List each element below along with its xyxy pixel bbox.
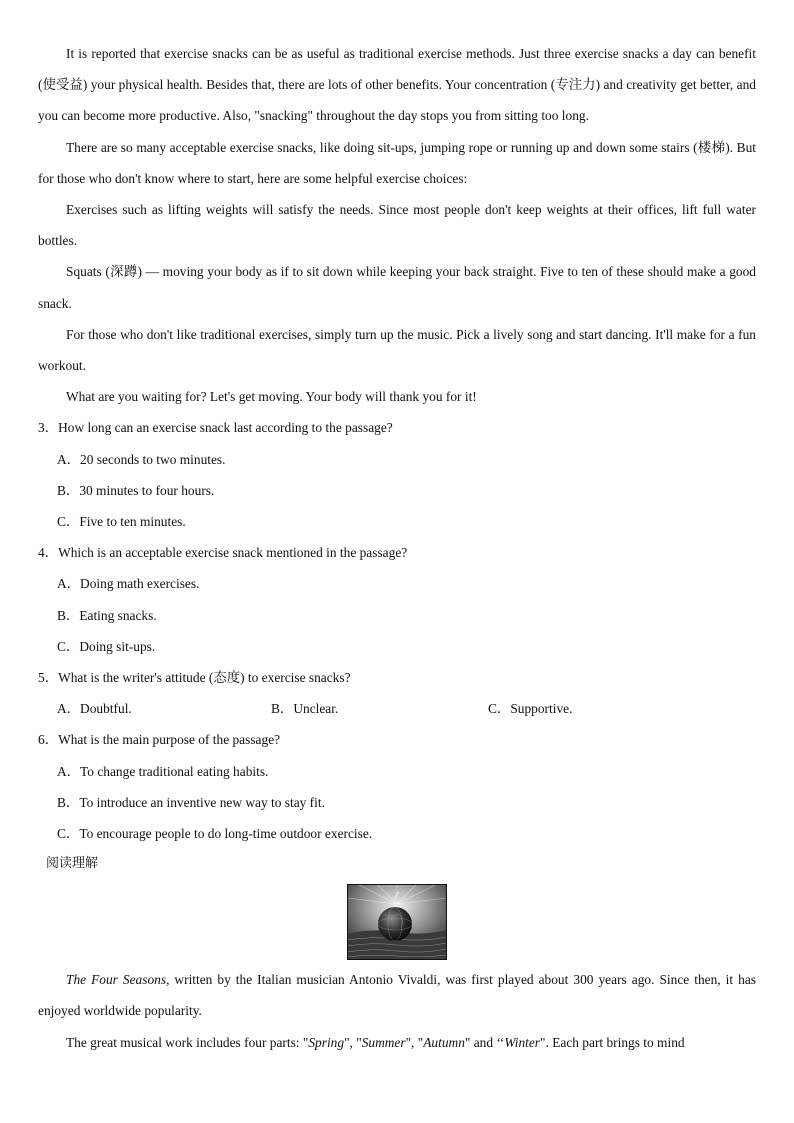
question-6-option-b: B．To introduce an inventive new way to stay fit. xyxy=(57,794,325,810)
work-title: The Four Seasons xyxy=(66,972,167,988)
passage1-paragraph-3: Exercises such as lifting weights will satisfy the needs. Since most people don't keep weights at their offices, lift full water bottles. xyxy=(38,202,756,249)
question-3-option-b: B．30 minutes to four hours. xyxy=(57,482,215,498)
question-4-option-c: C．Doing sit-ups. xyxy=(57,638,156,654)
question-4-option-a: A．Doing math exercises. xyxy=(57,576,200,592)
document-page xyxy=(38,38,756,1058)
season-autumn: Autumn xyxy=(423,1034,465,1050)
p2-text-2: ", " xyxy=(344,1034,362,1050)
season-winter: Winter xyxy=(504,1034,541,1050)
question-6-option-a: A．To change traditional eating habits. xyxy=(57,763,269,779)
question-5-stem: 5．What is the writer's attitude (态度) to exercise snacks? xyxy=(38,670,351,686)
question-6-option-c: C．To encourage people to do long-time outdoor exercise. xyxy=(57,826,373,842)
season-spring: Spring xyxy=(308,1034,345,1050)
passage1-paragraph-4: Squats (深蹲) — moving your body as if to sit down while keeping your back straight. Five to ten of these should make a good snack. xyxy=(38,264,756,311)
passage2-paragraph-1 xyxy=(38,964,756,1026)
passage2-paragraph-1-text: , written by the Italian musician Antonio Vivaldi, was first played about 300 years ago. Since then, it has enjoyed worldwide popularity. xyxy=(38,972,756,1019)
question-3-stem: 3．How long can an exercise snack last according to the passage? xyxy=(38,420,393,436)
question-4-option-b: B．Eating snacks. xyxy=(57,607,157,623)
question-6 xyxy=(38,724,756,849)
passage1-paragraph-1: It is reported that exercise snacks can be as useful as traditional exercise methods. Just three exercise snacks a day can benefit (使受益) your physical health. Besides that, there are lots of other benefits. Your concentration (专注力) and creativity get better, and you can become more productive. Also, "snacking" throughout the day stops you from sitting too long. xyxy=(38,46,756,124)
p2-text-3: ", " xyxy=(405,1034,424,1050)
globe-engraving-icon xyxy=(347,884,447,960)
question-3-option-a: A．20 seconds to two minutes. xyxy=(57,451,226,467)
question-5-option-b: B．Unclear. xyxy=(271,701,339,717)
question-6-stem: 6．What is the main purpose of the passage? xyxy=(38,732,281,748)
question-4-stem: 4．Which is an acceptable exercise snack mentioned in the passage? xyxy=(38,545,408,561)
question-5-option-a: A．Doubtful. xyxy=(57,701,132,717)
section-title: 阅读理解 xyxy=(46,856,99,872)
question-4 xyxy=(38,537,756,662)
passage1-paragraph-6: What are you waiting for? Let's get moving. Your body will thank you for it! xyxy=(66,389,477,405)
p2-text-4: " and ‘‘ xyxy=(464,1034,505,1050)
passage2-paragraph-2 xyxy=(38,1027,756,1058)
question-5-options xyxy=(38,693,756,724)
figure-container xyxy=(38,884,756,960)
passage1-paragraph-5: For those who don't like traditional exercises, simply turn up the music. Pick a lively song and start dancing. It'll make for a fun workout. xyxy=(38,326,756,374)
passage1-paragraph-2: There are so many acceptable exercise snacks, like doing sit-ups, jumping rope or running up and down some stairs (楼梯). But for those who don't know where to start, here are some helpful exercise choices: xyxy=(38,139,756,186)
question-3 xyxy=(38,412,756,537)
question-5 xyxy=(38,662,756,724)
question-5-option-c: C．Supportive. xyxy=(488,701,573,717)
p2-text-5: ". Each part brings to mind xyxy=(540,1034,685,1050)
season-summer: Summer xyxy=(361,1034,406,1050)
p2-text-1: The great musical work includes four parts: " xyxy=(66,1034,309,1050)
question-3-option-c: C．Five to ten minutes. xyxy=(57,514,186,530)
